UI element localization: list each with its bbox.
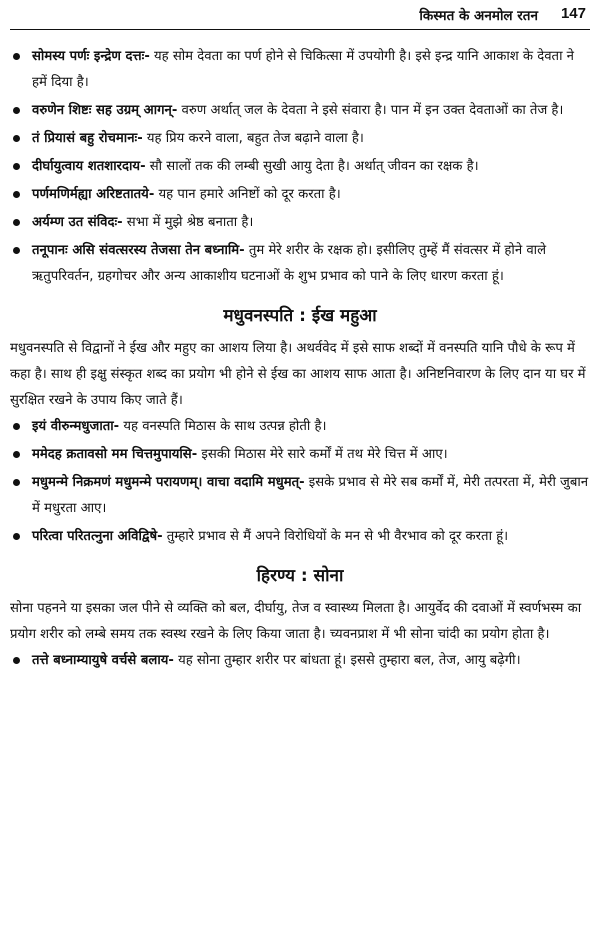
section-intro-madhuvanaspati: मधुवनस्पति से विद्वानों ने ईख और महुए का आशय लिया है। अथर्ववेद में इसे साफ शब्दों में वनस्पति यानि पौधे के रूप में कहा है। साथ ही इक्षु संस्कृत शब्द का प्रयोग भी होने से ईख का आशय साफ आता है। अनिष्टनिवारण के लिए दान या घर में सुरक्षित रखने के उपाय किए जाते हैं। [10, 341, 586, 408]
verse-term: वरुणेन शिष्टः सह उग्रम् आगन्- [32, 103, 178, 118]
verse-term: इयं वीरुन्मधुजाता- [32, 419, 120, 434]
list-item [32, 154, 590, 180]
running-title: किस्मत के अनमोल रतन [419, 8, 538, 24]
verse-list-paan [0, 44, 600, 290]
list-item [32, 238, 590, 290]
verse-term: तं प्रियासं बहु रोचमानः- [32, 131, 143, 146]
page-content [0, 44, 600, 676]
list-item [32, 98, 590, 124]
verse-term: सोमस्य पर्णः इन्द्रेण दत्तः- [32, 49, 150, 64]
list-item [32, 414, 590, 440]
section-title-madhuvanaspati: मधुवनस्पति : ईख महुआ [223, 306, 377, 326]
verse-term: तनूपानः असि संवत्सरस्य तेजसा तेन बध्नामि- [32, 243, 245, 258]
list-item [32, 524, 590, 550]
list-item [32, 442, 590, 468]
verse-meaning: इसकी मिठास मेरे सारे कर्मों में तथ मेरे चित्त में आए। [197, 447, 448, 462]
verse-meaning: यह वनस्पति मिठास के साथ उत्पन्न होती है। [119, 419, 327, 434]
verse-meaning: यह सोना तुम्हार शरीर पर बांधता हूं। इससे तुम्हारा बल, तेज, आयु बढ़ेगी। [173, 653, 521, 668]
verse-term: मधुमन्मे निक्रमणं मधुमन्मे परायणम्। वाचा वदामि मधुमत्- [32, 475, 305, 490]
verse-meaning: यह सोम देवता का पर्ण होने से चिकित्सा में उपयोगी है। इसे इन्द्र यानि आकाश के देवता ने हमें दिया है। [32, 49, 574, 90]
verse-meaning: सभा में मुझे श्रेष्ठ बनाता है। [122, 215, 254, 230]
list-item [32, 648, 590, 674]
verse-meaning: इसके प्रभाव से मेरे सब कर्मों में, मेरी तत्परता में, मेरी जुबान में मधुरता आए। [32, 475, 589, 516]
section-title-hiranya: हिरण्य : सोना [256, 566, 344, 586]
verse-meaning: यह प्रिय करने वाला, बहुत तेज बढ़ाने वाला है। [142, 131, 364, 146]
list-item [32, 182, 590, 208]
verse-term: अर्यम्ण उत संविदः- [32, 215, 123, 230]
verse-meaning: यह पान हमारे अनिष्टों को दूर करता है। [154, 187, 341, 202]
verse-term: परित्वा परितत्नुना अविद्विषे- [32, 529, 163, 544]
verse-meaning: तुम मेरे शरीर के रक्षक हो। इसीलिए तुम्हें मैं संवत्सर में होने वाले ऋतुपरिवर्तन, ग्रहगोचर और अन्य आकाशीय घटनाओं के शुभ प्रभाव को पाने के लिए धारण करता हूं। [32, 243, 547, 284]
list-item [32, 126, 590, 152]
verse-term: पर्णमणिर्मह्या अरिष्टतातये- [32, 187, 155, 202]
list-item [32, 44, 590, 96]
verse-list-hiranya [0, 648, 600, 674]
page-number: 147 [560, 5, 586, 22]
header-rule [10, 29, 590, 30]
verse-list-madhuvanaspati [0, 414, 600, 550]
verse-meaning: सौ सालों तक की लम्बी सुखी आयु देता है। अर्थात् जीवन का रक्षक है। [145, 159, 479, 174]
verse-term: ममेदह क्रतावसो मम चित्तमुपायसि- [32, 447, 198, 462]
section-intro-hiranya: सोना पहनने या इसका जल पीने से व्यक्ति को बल, दीर्घायु, तेज व स्वास्थ्य मिलता है। आयुर्वेद की दवाओं में स्वर्णभस्म का प्रयोग शरीर को लम्बे समय तक स्वस्थ रखने के लिए किया जाता है। च्यवनप्राश में भी सोना चांदी का प्रयोग होता है। [10, 601, 582, 642]
verse-meaning: वरुण अर्थात् जल के देवता ने इसे संवारा है। पान में इन उक्त देवताओं का तेज है। [177, 103, 564, 118]
page-header [0, 0, 600, 32]
verse-term: तत्ते बध्नाम्यायुषे वर्चसे बलाय- [32, 653, 174, 668]
list-item [32, 210, 590, 236]
list-item [32, 470, 590, 522]
verse-meaning: तुम्हारे प्रभाव से मैं अपने विरोधियों के मन से भी वैरभाव को दूर करता हूं। [162, 529, 509, 544]
verse-term: दीर्घायुत्वाय शतशारदाय- [32, 159, 146, 174]
